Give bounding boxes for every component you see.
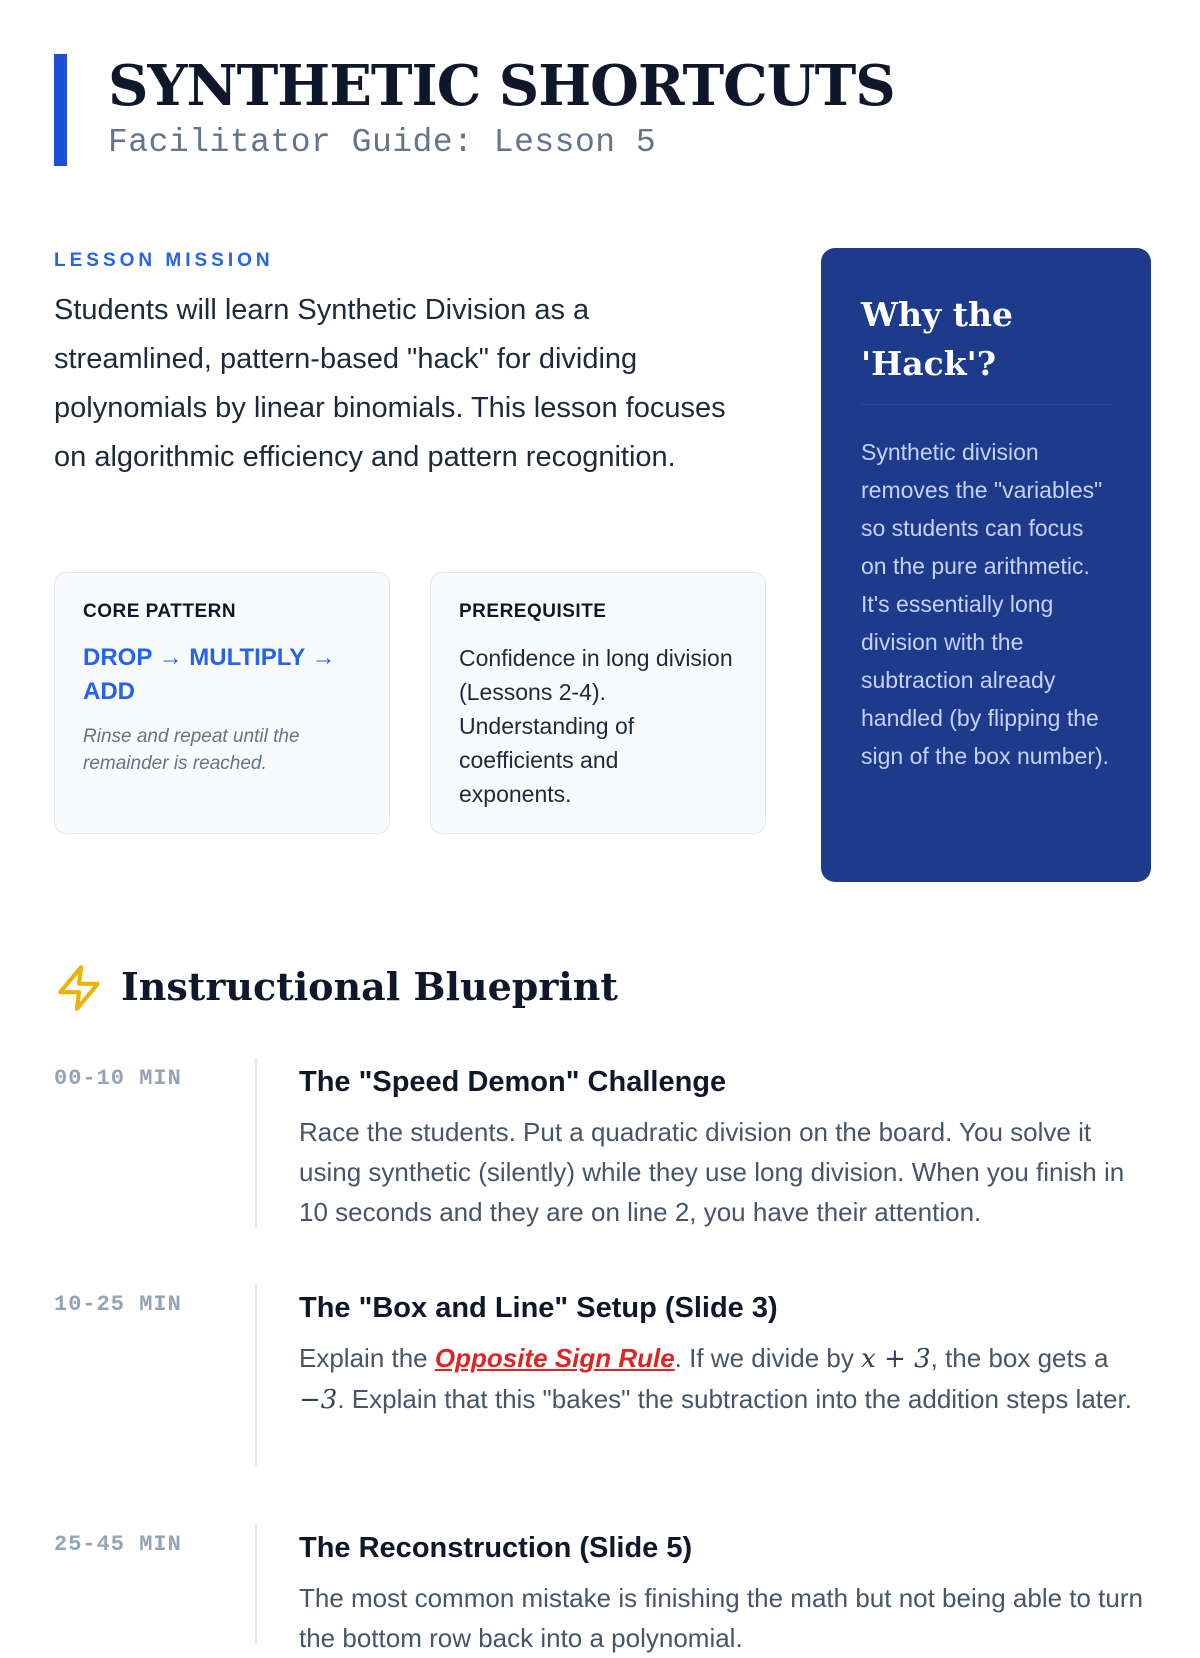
body-text: , the box gets a	[930, 1343, 1109, 1373]
sidebar-divider	[861, 404, 1111, 405]
timeline-content	[299, 1062, 1159, 1232]
math-expression: x + 3	[861, 1344, 931, 1374]
why-hack-sidebar	[821, 248, 1151, 882]
timeline-item	[54, 1058, 1164, 1228]
page-subtitle: Facilitator Guide: Lesson 5	[108, 124, 657, 161]
header-accent-bar	[54, 54, 67, 166]
sidebar-title: Why the 'Hack'?	[861, 295, 1013, 383]
core-pattern-label: CORE PATTERN	[83, 601, 237, 622]
prerequisite-card	[430, 572, 766, 834]
timeline-item	[54, 1284, 1164, 1466]
timeline-body	[299, 1338, 1159, 1420]
timeline-item	[54, 1524, 1164, 1653]
page-title: SYNTHETIC SHORTCUTS	[108, 53, 895, 119]
sidebar-text: Synthetic division removes the "variables" so students can focus on the pure arithmetic. It's essentially long division with the subtraction already handled (by flipping the sign of the box number).	[861, 439, 1110, 769]
core-pattern-note: Rinse and repeat until the remainder is reached.	[83, 726, 300, 774]
timeline-time: 25-45 MIN	[54, 1532, 182, 1557]
core-pattern-steps: DROP → MULTIPLY → ADD	[83, 644, 336, 705]
blueprint-header	[54, 958, 754, 1018]
page-header	[54, 54, 1054, 166]
prerequisite-text: Confidence in long division (Lessons 2-4). Understanding of coefficients and exponents.	[459, 645, 733, 807]
mission-label: LESSON MISSION	[54, 250, 274, 271]
body-text: . Explain that this "bakes" the subtraction into the addition steps later.	[337, 1384, 1132, 1414]
lightning-bolt-icon	[54, 962, 104, 1014]
timeline-line	[255, 1284, 257, 1466]
mission-text: Students will learn Synthetic Division as a streamlined, pattern-based "hack" for dividing polynomials by linear binomials. This lesson focuses on algorithmic efficiency and pattern recognition.	[54, 294, 726, 473]
timeline-content	[299, 1528, 1159, 1658]
timeline-time: 10-25 MIN	[54, 1292, 182, 1317]
body-text: . If we divide by	[674, 1343, 862, 1373]
timeline-body: The most common mistake is finishing the math but not being able to turn the bottom row back into a polynomial.	[299, 1583, 1143, 1653]
timeline-time: 00-10 MIN	[54, 1066, 182, 1091]
math-expression: −3	[299, 1385, 338, 1415]
timeline-heading: The Reconstruction (Slide 5)	[299, 1532, 693, 1564]
opposite-sign-rule-link[interactable]: Opposite Sign Rule	[434, 1343, 675, 1373]
core-pattern-card	[54, 572, 390, 834]
timeline-line	[255, 1058, 257, 1228]
timeline-content	[299, 1288, 1159, 1420]
timeline-heading: The "Speed Demon" Challenge	[299, 1066, 727, 1098]
blueprint-title: Instructional Blueprint	[121, 964, 618, 1009]
prerequisite-label: PREREQUISITE	[459, 601, 607, 622]
timeline-body: Race the students. Put a quadratic division on the board. You solve it using synthetic (silently) while they use long division. When you finish in 10 seconds and they are on line 2, you have their attention.	[299, 1117, 1125, 1227]
timeline-line	[255, 1524, 257, 1644]
timeline-heading: The "Box and Line" Setup (Slide 3)	[299, 1292, 778, 1324]
body-text: Explain the	[299, 1343, 435, 1373]
